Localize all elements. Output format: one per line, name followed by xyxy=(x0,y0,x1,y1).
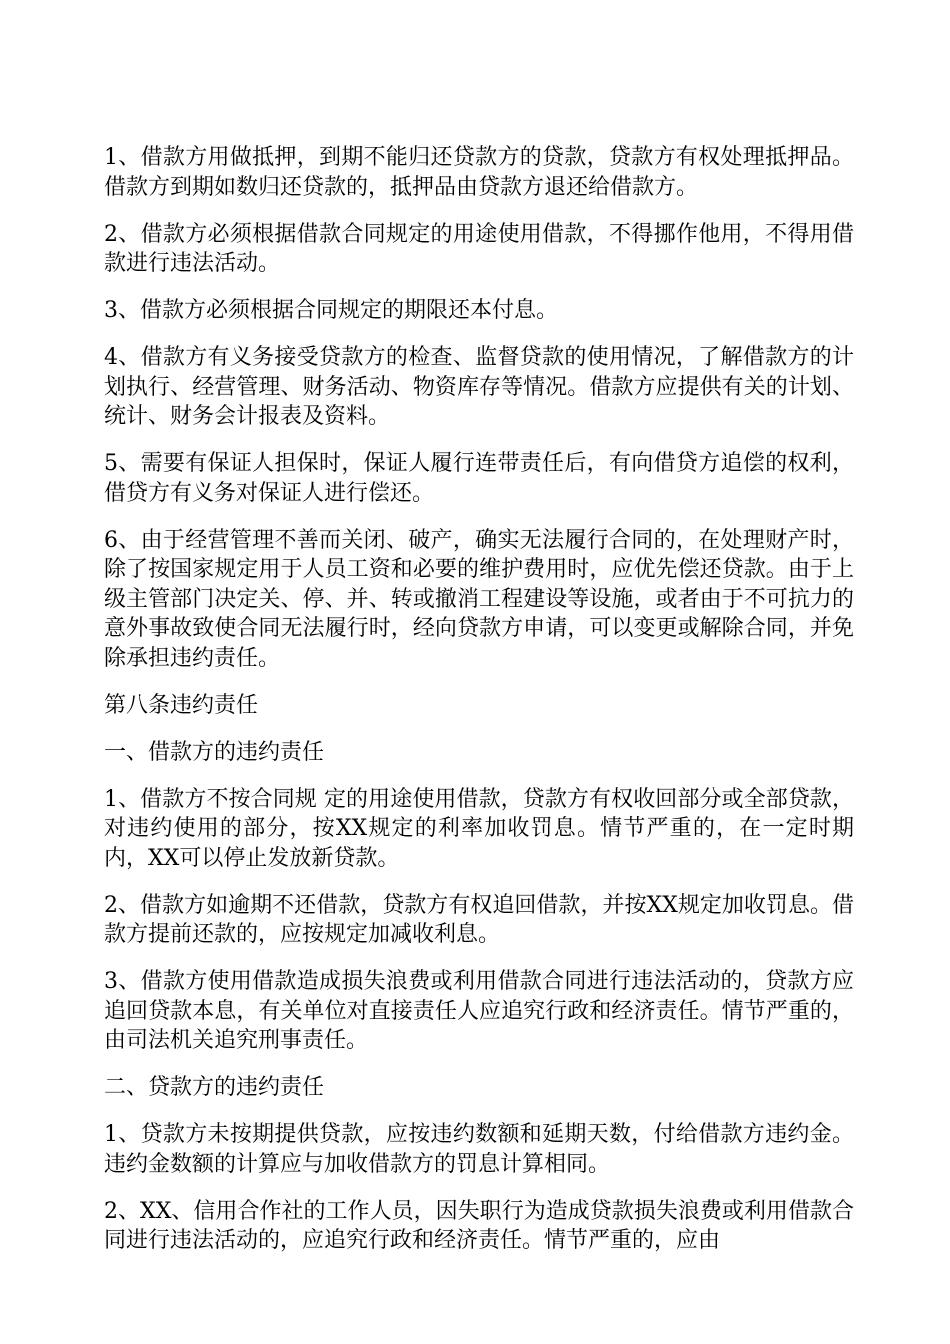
paragraph-item-3: 3、借款方必须根据合同规定的期限还本付息。 xyxy=(104,298,558,323)
paragraph-item-1: 1、借款方用做抵押，到期不能归还贷款方的贷款，贷款方有权处理抵押品。借款方到期如数归还贷款的，抵押品由贷款方退还给借款方。 xyxy=(104,145,854,200)
borrower-liability-item-1: 1、借款方不按合同规 定的用途使用借款，贷款方有权收回部分或全部贷款，对违约使用的部分，按XX规定的利率加收罚息。情节严重的，在一定时期内，XX可以停止发放新贷款。 xyxy=(104,786,854,871)
paragraph-item-2: 2、借款方必须根据借款合同规定的用途使用借款，不得挪作他用，不得用借款进行违法活动。 xyxy=(104,221,854,276)
lender-liability-item-2: 2、XX、信用合作社的工作人员，因失职行为造成贷款损失浪费或利用借款合同进行违法活动的，应追究行政和经济责任。情节严重的，应由 xyxy=(104,1198,854,1253)
lender-liability-item-1: 1、贷款方未按期提供贷款，应按违约数额和延期天数，付给借款方违约金。违约金数额的计算应与加收借款方的罚息计算相同。 xyxy=(104,1122,854,1177)
borrower-liability-item-2: 2、借款方如逾期不还借款，贷款方有权追回借款，并按XX规定加收罚息。借款方提前还款的，应按规定加减收利息。 xyxy=(104,892,854,947)
paragraph-item-6: 6、由于经营管理不善而关闭、破产，确实无法履行合同的，在处理财产时，除了按国家规定用于人员工资和必要的维护费用时，应优先偿还贷款。由于上级主管部门决定关、停、并、转或撤消工程建设等设施，或者由于不可抗力的意外事故致使合同无法履行时，经向贷款方申请，可以变更或解除合同，并免除承担违约责任。 xyxy=(104,527,854,671)
paragraph-item-4: 4、借款方有义务接受贷款方的检查、监督贷款的使用情况，了解借款方的计划执行、经营管理、财务活动、物资库存等情况。借款方应提供有关的计划、统计、财务会计报表及资料。 xyxy=(104,345,854,429)
section-heading-article-8: 第八条违约责任 xyxy=(104,692,259,718)
borrower-liability-item-3: 3、借款方使用借款造成损失浪费或利用借款合同进行违法活动的，贷款方应追回贷款本息，有关单位对直接责任人应追究行政和经济责任。情节严重的，由司法机关追究刑事责任。 xyxy=(104,969,854,1053)
subsection-heading-borrower: 一、借款方的违约责任 xyxy=(104,739,325,765)
paragraph-item-5: 5、需要有保证人担保时，保证人履行连带责任后，有向借贷方追偿的权利，借贷方有义务对保证人进行偿还。 xyxy=(104,451,854,506)
document-body xyxy=(104,143,854,1273)
subsection-heading-lender: 二、贷款方的违约责任 xyxy=(104,1075,325,1100)
